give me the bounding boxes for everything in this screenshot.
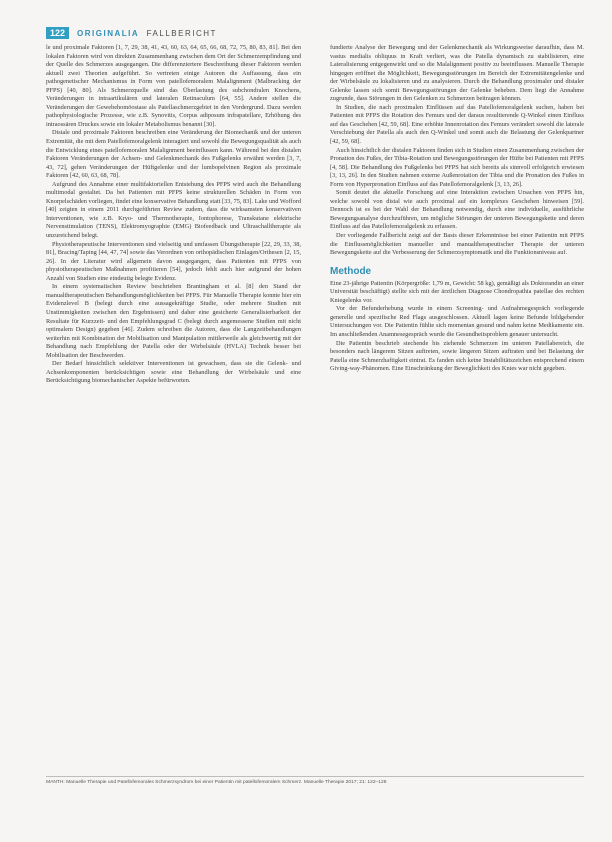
body-paragraph: Distale und proximale Faktoren beschreiben eine Veränderung der Biomechanik und der unteren Extremität, die mit dem Patellofemoralgelenk interagiert und sowohl die Bewegungsqualität als auch die Entwicklung eines patellofemoralen Malalignment beeinflussen kann. Während bei den distalen Faktoren Veränderungen der Achsen- und Gelenkmechanik des Fußgelenks erwähnt werden [3, 7, 43, 72], gehen Veränderungen der Hüftgelenke und der lumbopelvinen Region als proximale Faktoren [42, 60, 63, 68, 78]. <box>46 129 301 180</box>
page-footer: MANTH: Manuelle Therapie und Patellofemorales Schmerzsyndrom bei einer Patientin mit patellofemoralem Schmerz. Manuelle Therapie 2017; 21: 122–128 <box>46 776 584 786</box>
body-paragraph: Die Patientin beschrieb stechende bis ziehende Schmerzen im unteren Patellabereich, die besonders nach längerem Sitzen auftreten, sowie längeren Sitzen auftraten und bei Belastung der Patella eine Schmerzhaftigkeit eintrat. Es fanden sich keine Instabilitätszeichen entsprechend einem Giving-way-Phänomen. Eine Einschränkung der Beweglichkeit des Knies war nicht gegeben. <box>330 339 584 373</box>
body-paragraph: Eine 23-jährige Patientin (Körpergröße: 1,79 m, Gewicht: 58 kg), gemäßigt als Doktorandin an einer Universität beschäftigt) stellte sich mit der ärztlichen Diagnose Chondropathia patellae des rechten Kniegelenks vor. <box>330 279 584 304</box>
body-paragraph: fundierte Analyse der Bewegung und der Gelenkmechanik als Wirkungsweise daraufhin, dass M. vastus medialis obliquus in Kraft verliert, was die Patella dynamisch zu stabilisieren, eine Lateralisierung entgegenwirkt und so die Malalignment positiv zu beeinflussen. Manuelle Therapie hingegen eröffnet die Möglichkeit, Bewegungsstörungen im Bereich der Extremitätengelenke und der Wirbelsäule zu lokalisieren und zu analysieren. Durch die Behandlung proximaler und distaler Gelenke lassen sich somit Bewegungsstörungen der Gelenke beheben. Dem liegt die Annahme zugrunde, dass Störungen in den Gelenken zu Schmerzen beitragen können. <box>330 44 584 103</box>
body-paragraph: Physiotherapeutische Interventionen sind vielseitig und umfassen Übungstherapie [22, 29, 33, 38, 81], Bracing/Taping [44, 47, 74] sowie das Verordnen von orthopädischen Einlagen/Orthesen [2, 15, 26]. In der Literatur wird allgemein davon ausgegangen, dass Patienten mit PFPS von physiotherapeutischen Maßnahmen profitieren [54], jedoch fehlt auch hier aufgrund der hohen Anzahl von Studien eine eindeutig belegte Evidenz. <box>46 240 301 282</box>
body-paragraph: le und proximale Faktoren [1, 7, 29, 38, 41, 43, 60, 63, 64, 65, 66, 68, 72, 75, 80, 83, 81]. Bei den lokalen Faktoren wird von direkten Zusammenhang zwischen dem Ort der Schmerzempfindung und der Quelle des Schmerzes ausgegangen. Die differenziertere Beschreibung dieser Faktoren werden aktuell zwei Theorien aufgeführt. So vertreten einige Autoren die Auffassung, dass ein pathogenetischer Mechanismus in Form von patellofemoralem Malalignment (Malbracking der PFPS) [40, 80]. Als Schmerzquelle sind das Überlastung des subchondralen Knochens, Veränderungen in intraartikulären und lateralen Retinaculum [64, 55]. Andere stellen die Veränderungen der Gewebehomöostase als Patellaschmerzgebiet in den Vordergrund. Dazu werden pathophysiologische Prozesse, wie z.B. Synovitis, Corpus adiposum infrapatellare, Erhöhung des intraossären Druckes sowie ein lokaler Metabolismus benannt [30]. <box>46 44 301 128</box>
methods-heading: Methode <box>330 265 372 277</box>
body-paragraph: Der vorliegende Fallbericht zeigt auf der Basis dieser Erkenntnisse bei einer Patientin mit PFPS die Einflussmöglichkeiten manueller und manualtherapeutischer Therapie der unteren Bewegungskette auf die Verbesserung der Schmerzsymptomatik und die Funktionsniveau auf. <box>330 232 584 257</box>
body-paragraph: Somit deutet die aktuelle Forschung auf eine Interaktion zwischen Ursachen von PFPS hin, welche sowohl von distal wie auch proximal auf ein komplexes Geschehen hinweisen [59]. Dennoch ist es bei der Wahl der Behandlung notwendig, durch eine individuelle, ausführliche Bewegungsanalyse durchzuführen, um mögliche Störungen der unteren Bewegungskette und deren Einfluss auf das Patellofemoralgelenk zu erfassen. <box>330 189 584 231</box>
body-paragraph: In Studien, die nach proximalen Einflüssen auf das Patellofemoralgelenk suchen, haben bei Patienten mit PFPS die Rotation des Femurs und der daraus resultierende Q-Winkel einen Einfluss auf das Geschehen [42, 59, 68]. Eine erhöhte Innenrotation des Femurs verändert sowohl die laterale Verschiebung der Patella als auch den Q-Winkel und somit auch die Belastung der Gelenkpartner [42, 59, 68]. <box>330 103 584 146</box>
page-number: 122 <box>46 27 69 39</box>
section-label <box>77 29 217 38</box>
body-paragraph: Aufgrund des Annahme einer multifaktoriellen Entstehung des PFPS wird auch die Behandlung multimodal gestaltet. Da bei Patienten mit PFPS keine strukturellen Schäden in Form von Knorpelschäden vorliegen, findet eine konservative Behandlung statt [33, 75, 83]. Lake und Wofford [40] zeigten in einem 2011 durchgeführten Review zudem, dass die wirksamsten konservativen Interventionen, wie z.B. Kryo- und Thermotherapie, Iontophorese, Transkutane elektrische Nervenstimulation (TENS), Elektromyographie (EMG) Biofeedback und Ultraschalltherapie als unzureichend belegt. <box>46 180 301 240</box>
left-column <box>46 44 301 386</box>
subsection-title: FALLBERICHT <box>146 28 217 38</box>
page-header <box>46 26 586 40</box>
section-title: ORIGINALIA <box>77 28 140 38</box>
right-column <box>330 44 584 374</box>
body-paragraph: Auch hinsichtlich der distalen Faktoren finden sich in Studien einen Zusammenhang zwischen der Pronation des Fußes, der Tibia-Rotation und Bewegungsstörungen der Hüfte bei Patienten mit PFPS [4, 58]. Die Behandlung des Fußgelenks bei PFPS hat sich bereits als sinnvoll erfolgreich erwiesen [3, 13, 26]. In den Studien nahmen externe Außenrotation der Tibia und die Pronation des Fußes in Form von Hyperpronation Einfluss auf das Patellofemoralgelenk [3, 13, 26]. <box>330 146 584 188</box>
body-paragraph: Vor der Befunderhebung wurde in einem Screening- und Aufnahmegespräch vorliegende generelle und spezifische Red Flags ausgeschlossen. Aktuell lagen keine Befunde bildgebender Untersuchungen vor. Die Patientin fühlte sich momentan gesund und nahm keine Medikamente ein. Im anschließenden Anamnesegespräch wurde die Gesundheitsproblem genauer untersucht. <box>330 305 584 338</box>
body-paragraph: In einem systematischen Review beschrieben Brantingham et al. [8] den Stand der manualtherapeutischen Behandlungsmöglichkeiten bei PFPS. Für Manuelle Therapie konnte hier ein Evidenzlevel B (belegt durch eine aussagekräftige Studie, oder mehrere Studien mit Unstimmigkeiten zwischen den Ergebnissen) und daher eine gesicherte Generalisierbarkeit der Resultate für Kurzzeit- und den Empfehlungsgrad C (belegt durch angemessene Studien mit nicht optimalem Design) gegeben [46]. Zudem schreiben die Autoren, dass die Langzeitbehandlungen weiterhin mit Kombination der Mobilisation und Manipulation mittlerweile als gleichwertig mit der Behandlung nach Empfehlung der Patella oder der Wirbelsäule (HVLA) Technik besser bei Mobilisation der Beschwerden. <box>46 283 301 359</box>
body-paragraph: Der Bedarf hinsichtlich selektiver Interventionen ist gewachsen, dass sie die Gelenk- und Achsenkomponenten berücksichtigen sowie eine Behandlung der Wirbelsäule und eine Berücksichtigung biomechanischer Aspekte befürworten. <box>46 360 301 385</box>
